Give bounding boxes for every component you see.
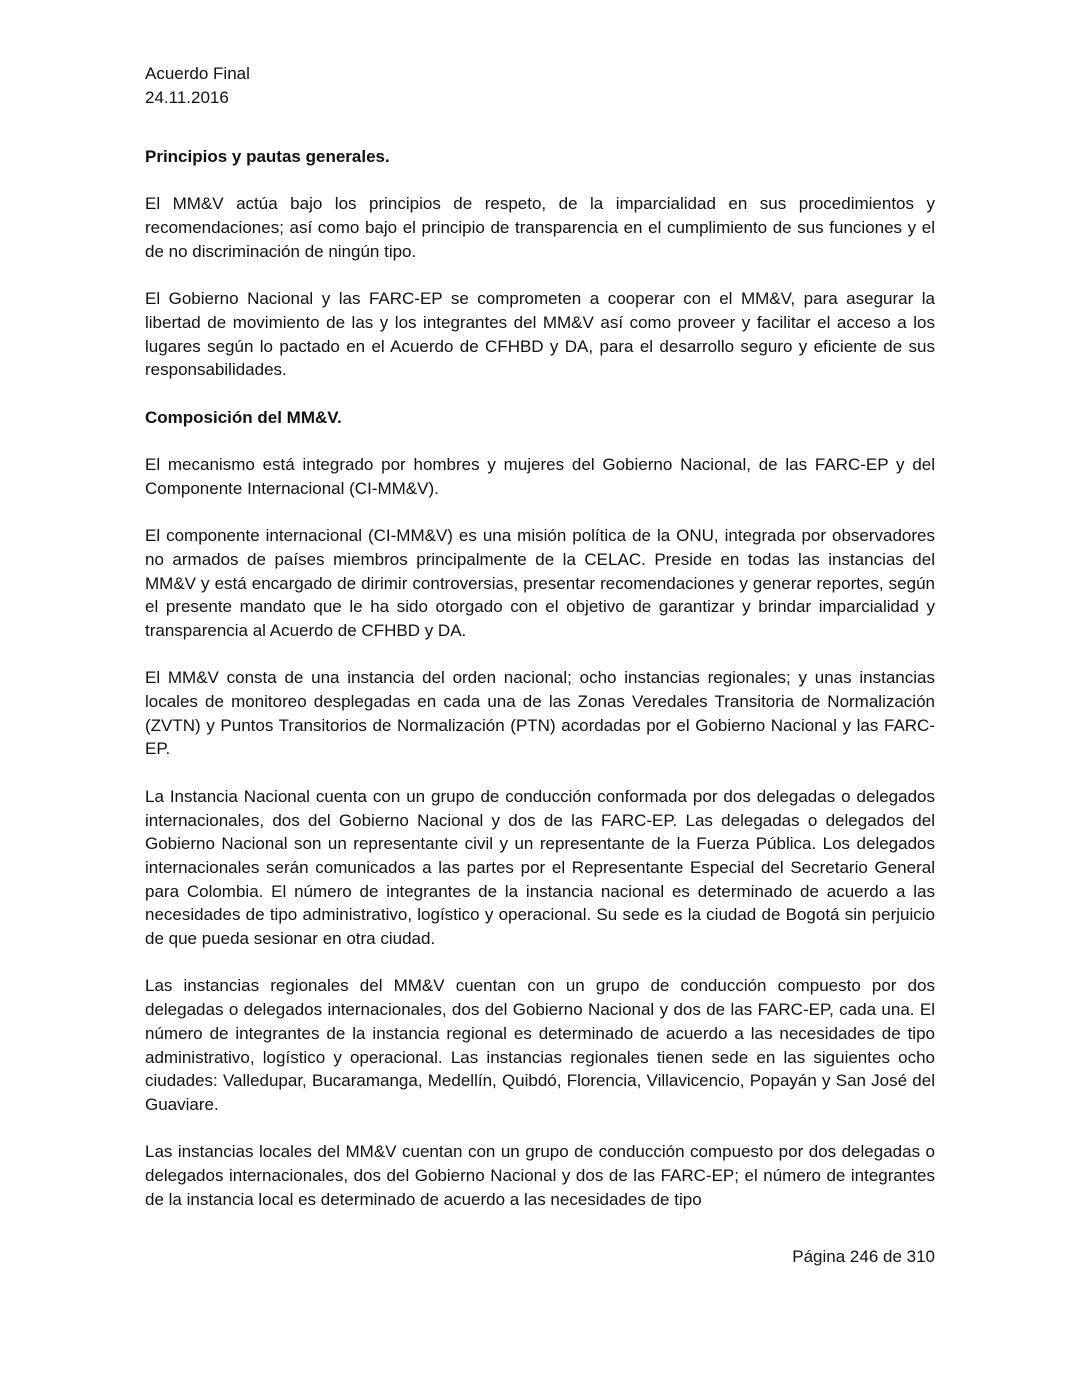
paragraph: La Instancia Nacional cuenta con un grupo de conducción conformada por dos delegadas o delegados internacionales, dos del Gobierno Nacional y dos de las FARC-EP. Las delegadas o delegados del Gobierno Nacional son un representante civil y un representante de la Fuerza Pública. Los delegados internacionales serán comunicados a las partes por el Representante Especial del Secretario General para Colombia. El número de integrantes de la instancia nacional es determinado de acuerdo a las necesidades de tipo administrativo, logístico y operacional. Su sede es la ciudad de Bogotá sin perjuicio de que pueda sesionar en otra ciudad.: [145, 786, 935, 949]
paragraph: El Gobierno Nacional y las FARC-EP se comprometen a cooperar con el MM&V, para asegurar la libertad de movimiento de las y los integrantes del MM&V así como proveer y facilitar el acceso a los lugares según lo pactado en el Acuerdo de CFHBD y DA, para el desarrollo seguro y eficiente de sus responsabilidades.: [145, 289, 935, 380]
document-date: 24.11.2016: [145, 88, 229, 107]
document-title: Acuerdo Final: [145, 64, 250, 83]
paragraph: Las instancias locales del MM&V cuentan con un grupo de conducción compuesto por dos delegadas o delegados internacionales, dos del Gobierno Nacional y dos de las FARC-EP; el número de integrantes de la instancia local es determinado de acuerdo a las necesidades de tipo: [145, 1142, 935, 1209]
section-heading-principles: Principios y pautas generales.: [145, 147, 390, 166]
paragraph: El MM&V consta de una instancia del orden nacional; ocho instancias regionales; y unas instancias locales de monitoreo desplegadas en cada una de las Zonas Veredales Transitoria de Normalización (ZVTN) y Puntos Transitorios de Normalización (PTN) acordadas por el Gobierno Nacional y las FARC-EP.: [145, 668, 935, 759]
section-heading-composition: Composición del MM&V.: [145, 407, 342, 427]
paragraph: El MM&V actúa bajo los principios de respeto, de la imparcialidad en sus procedimientos y recomendaciones; así como bajo el principio de transparencia en el cumplimiento de sus funciones y el de no discriminación de ningún tipo.: [145, 194, 935, 261]
paragraph: El mecanismo está integrado por hombres y mujeres del Gobierno Nacional, de las FARC-EP y del Componente Internacional (CI-MM&V).: [145, 455, 935, 498]
paragraph: Las instancias regionales del MM&V cuentan con un grupo de conducción compuesto por dos delegadas o delegados internacionales, dos del Gobierno Nacional y dos de las FARC-EP, cada una. El número de integrantes de la instancia regional es determinado de acuerdo a las necesidades de tipo administrativo, logístico y operacional. Las instancias regionales tienen sede en las siguientes ocho ciudades: Valledupar, Bucaramanga, Medellín, Quibdó, Florencia, Villavicencio, Popayán y San José del Guaviare.: [145, 976, 935, 1114]
paragraph: El componente internacional (CI-MM&V) es una misión política de la ONU, integrada por observadores no armados de países miembros principalmente de la CELAC. Preside en todas las instancias del MM&V y está encargado de dirimir controversias, presentar recomendaciones y generar reportes, según el presente mandato que le ha sido otorgado con el objetivo de garantizar y brindar imparcialidad y transparencia al Acuerdo de CFHBD y DA.: [145, 526, 935, 640]
page-header: [145, 62, 250, 110]
page-number: Página 246 de 310: [792, 1247, 935, 1266]
document-body: [145, 145, 935, 1235]
